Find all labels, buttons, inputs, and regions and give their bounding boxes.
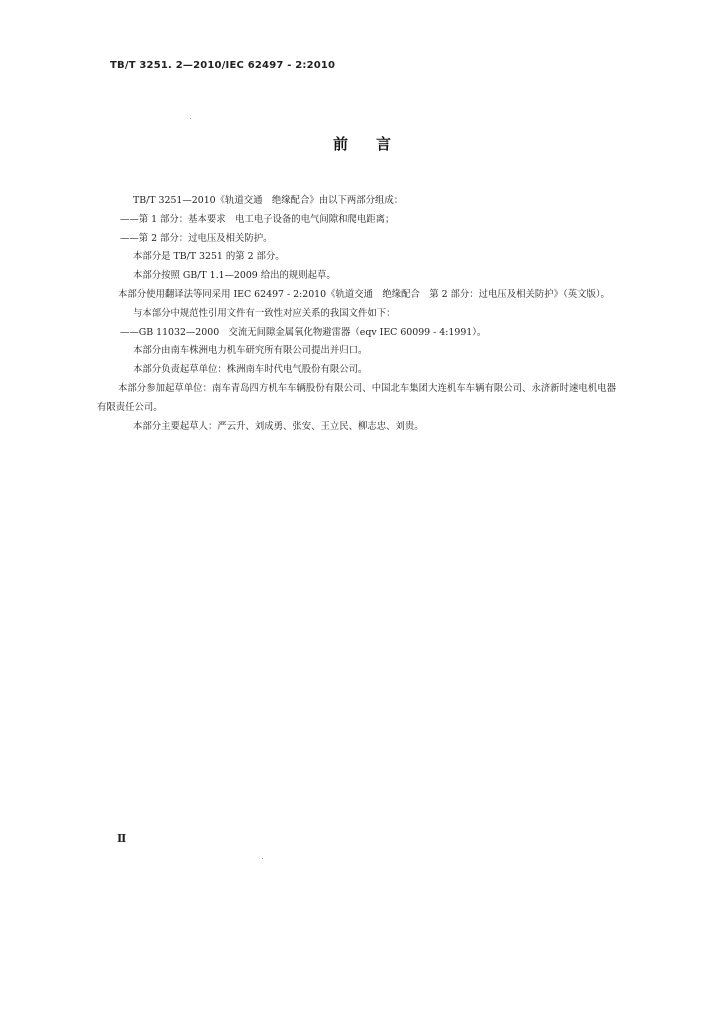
list-item-part2: ——第 2 部分：过电压及相关防护。 — [120, 232, 273, 244]
paragraph-proposer: 本部分由南车株洲电力机车研究所有限公司提出并归口。 — [133, 345, 368, 357]
page-number: Ⅱ — [117, 832, 127, 845]
paragraph-drafting-rules: 本部分按照 GB/T 1.1—2009 给出的规则起草。 — [133, 270, 336, 282]
list-item-part1: ——第 1 部分：基本要求 电工电子设备的电气间隙和爬电距离； — [120, 213, 395, 225]
list-item-gb11032: ——GB 11032—2000 交流无间隙金属氧化物避雷器（eqv IEC 60099 - 4:1991）。 — [120, 326, 487, 338]
foreword-body — [97, 192, 616, 436]
paragraph-composition: TB/T 3251—2010《轨道交通 绝缘配合》由以下两部分组成： — [133, 195, 404, 206]
paragraph-part-statement: 本部分是 TB/T 3251 的第 2 部分。 — [133, 251, 285, 263]
page-title: 前言 — [332, 135, 419, 153]
scan-speck — [190, 118, 191, 119]
standard-code-header: TB/T 3251. 2—2010/IEC 62497 - 2:2010 — [110, 60, 336, 71]
paragraph-adoption: 本部分使用翻译法等同采用 IEC 62497 - 2:2010《轨道交通 绝缘配合 第 2 部分：过电压及相关防护》（英文版）。 — [118, 288, 610, 300]
scan-speck — [262, 858, 263, 859]
paragraph-main-drafter-unit: 本部分负责起草单位：株洲南车时代电气股份有限公司。 — [133, 364, 368, 376]
paragraph-participating-units: 本部分参加起草单位：南车青岛四方机车车辆股份有限公司、中国北车集团大连机车车辆有限公司、永济新时速电机电器有限责任公司。 — [97, 382, 616, 413]
paragraph-normative-references: 与本部分中规范性引用文件有一致性对应关系的我国文件如下： — [133, 307, 396, 319]
paragraph-main-drafters: 本部分主要起草人：严云升、刘成勇、张安、王立民、柳志忠、刘贵。 — [133, 420, 424, 432]
